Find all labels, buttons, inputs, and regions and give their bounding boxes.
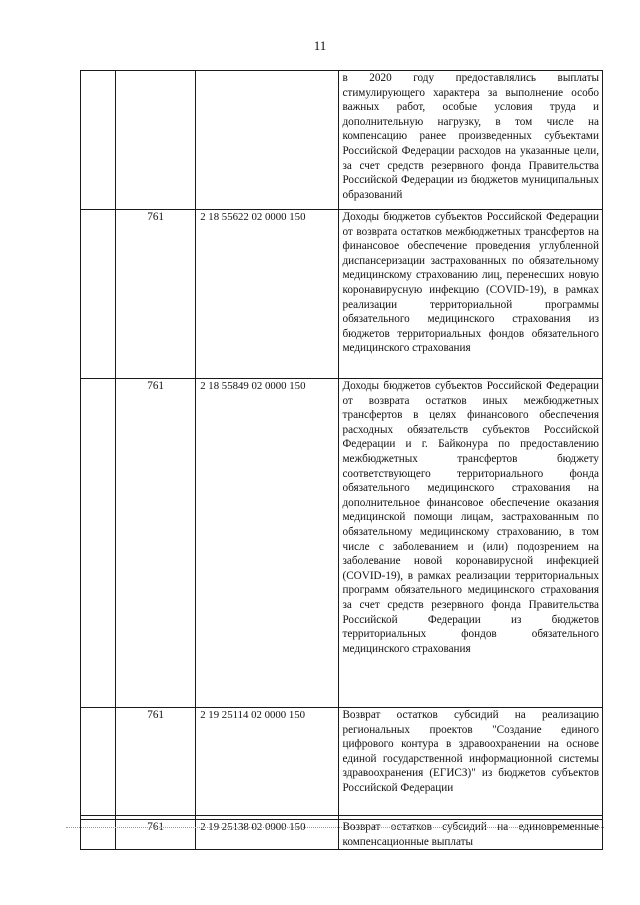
admin-code-cell: 761 xyxy=(116,379,196,708)
budget-code-cell: 2 18 55849 02 0000 150 xyxy=(196,379,339,708)
revenue-name-cell: Возврат остатков субсидий на единовременные компенсационные выплаты xyxy=(339,820,603,850)
revenue-name-cell: Доходы бюджетов субъектов Российской Федерации от возврата остатков межбюджетных трансфертов на финансовое обеспечение проведения углубленной диспансеризации застрахованных по обязательному медицинскому страхованию лиц, перенесших новую коронавирусную инфекцию (COVID-19), в рамках реализации территориальной программы обязательного медицинского страхования из бюджетов территориальных фондов обязательного медицинского страхования xyxy=(339,210,603,379)
budget-code-cell xyxy=(196,71,339,210)
table-row xyxy=(81,210,603,379)
empty-cell xyxy=(81,210,116,379)
table-row xyxy=(81,820,603,850)
empty-cell xyxy=(81,379,116,708)
scan-dotted-line xyxy=(66,827,604,828)
page-number: 11 xyxy=(313,38,327,53)
revenue-codes-table xyxy=(80,70,603,850)
table-row xyxy=(81,71,603,210)
admin-code-cell: 761 xyxy=(116,820,196,850)
table-row xyxy=(81,708,603,816)
revenue-name-cell: Возврат остатков субсидий на реализацию региональных проектов "Создание единого цифрового контура в здравоохранении на основе единой государственной информационной системы здравоохранения (ЕГИСЗ)" из бюджетов субъектов Российской Федерации xyxy=(339,708,603,816)
revenue-name-cell: в 2020 году предоставлялись выплаты стимулирующего характера за выполнение особо важных работ, особые условия труда и дополнительную нагрузку, в том числе на компенсацию ранее произведенных субъектами Российской Федерации расходов на указанные цели, за счет средств резервного фонда Правительства Российской Федерации из бюджетов муниципальных образований xyxy=(339,71,603,210)
table-row xyxy=(81,379,603,708)
budget-code-cell: 2 19 25114 02 0000 150 xyxy=(196,708,339,816)
admin-code-cell xyxy=(116,71,196,210)
empty-cell xyxy=(81,71,116,210)
budget-code-cell: 2 18 55622 02 0000 150 xyxy=(196,210,339,379)
admin-code-cell: 761 xyxy=(116,708,196,816)
admin-code-cell: 761 xyxy=(116,210,196,379)
budget-code-cell: 2 19 25138 02 0000 150 xyxy=(196,820,339,850)
empty-cell xyxy=(81,820,116,850)
empty-cell xyxy=(81,708,116,816)
revenue-name-cell: Доходы бюджетов субъектов Российской Федерации от возврата остатков иных межбюджетных трансфертов в целях финансового обеспечения расходных обязательств субъектов Российской Федерации и г. Байконура по предоставлению межбюджетных трансфертов бюджету соответствующего территориального фонда обязательного медицинского страхования на дополнительное финансовое обеспечение оказания медицинской помощи лицам, застрахованным по обязательному медицинскому страхованию, в том числе с заболеванием и (или) подозрением на заболевание новой коронавирусной инфекцией (COVID-19), в рамках реализации территориальных программ обязательного медицинского страхования за счет средств резервного фонда Правительства Российской Федерации из бюджетов территориальных фондов обязательного медицинского страхования xyxy=(339,379,603,708)
